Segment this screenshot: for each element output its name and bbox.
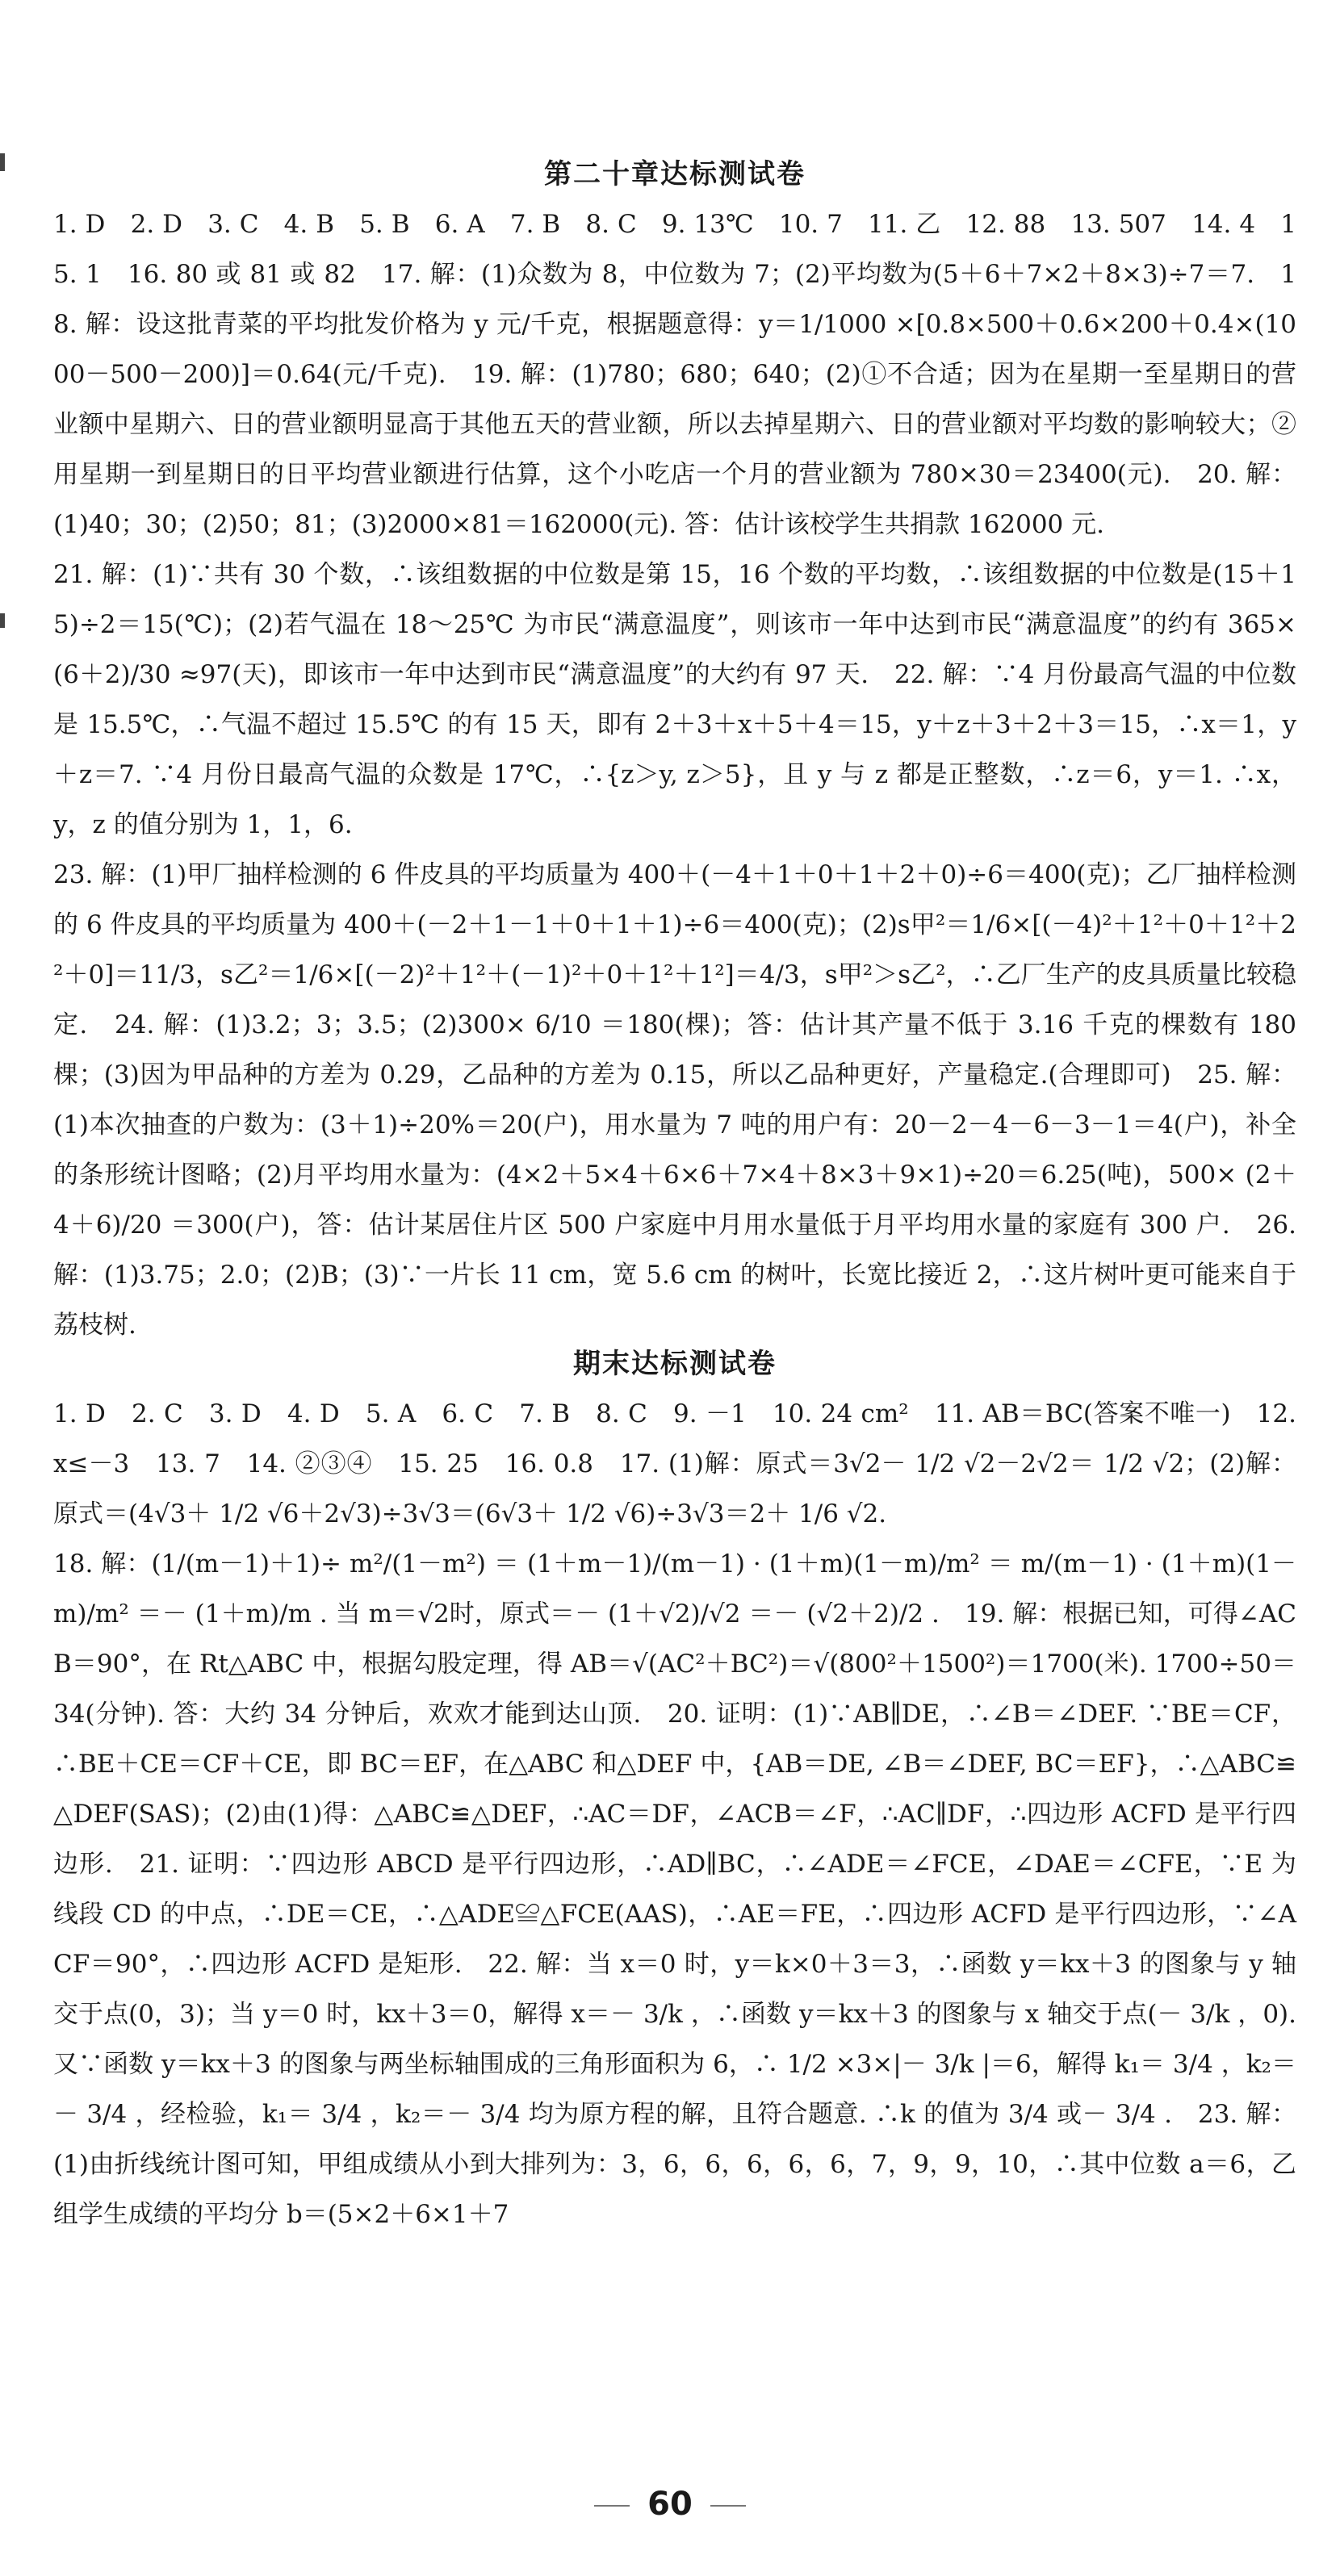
page-number-left-dash bbox=[594, 2505, 630, 2507]
section-title: 第二十章达标测试卷 bbox=[544, 158, 806, 190]
answer-paragraph: 1. D 2. C 3. D 4. D 5. A 6. C 7. B 8. C 9. －1 10. 24 cm² 11. AB＝BC(答案不唯一) 12. x≤－3 13. 7 14. ②③④ 15. 25 16. 0.8 17. (1)解：原式＝3√2－ 1/2 √2－2√2＝ 1/2 √2；(2)解：原式＝(4√3＋ 1/2 √6＋2√3)÷3√3＝(6√3＋ 1/2 √6)÷3√3＝2＋ 1/6 √2. bbox=[53, 1399, 1296, 1528]
section-title: 期末达标测试卷 bbox=[573, 1348, 777, 1380]
final-exam-answers bbox=[53, 1341, 1296, 2239]
answer-paragraph: 1. D 2. D 3. C 4. B 5. B 6. A 7. B 8. C 9. 13℃ 10. 7 11. 乙 12. 88 13. 507 14. 4 15. 1 16. 80 或 81 或 82 17. 解：(1)众数为 8，中位数为 7；(2)平均数为(5＋6＋7×2＋8×3)÷7＝7. 18. 解：设这批青菜的平均批发价格为 y 元/千克，根据题意得：y＝1/1000 ×[0.8×500＋0.6×200＋0.4×(1000－500－200)]＝0.64(元/千克). 19. 解：(1)780；680；640；(2)①不合适；因为在星期一至星期日的营业额中星期六、日的营业额明显高于其他五天的营业额，所以去掉星期六、日的营业额对平均数的影响较大；②用星期一到星期日的日平均营业额进行估算，这个小吃店一个月的营业额为 780×30＝23400(元). 20. 解：(1)40；30；(2)50；81；(3)2000×81＝162000(元). 答：估计该校学生共捐款 162000 元. bbox=[53, 210, 1296, 539]
binding-edge-mark bbox=[0, 613, 5, 628]
chapter-20-test-answers bbox=[53, 152, 1296, 1350]
answer-paragraph: 23. 解：(1)甲厂抽样检测的 6 件皮具的平均质量为 400＋(－4＋1＋0＋1＋2＋0)÷6＝400(克)；乙厂抽样检测的 6 件皮具的平均质量为 400＋(－2＋1－1＋0＋1＋1)÷6＝400(克)；(2)s甲²＝1/6×[(－4)²＋1²＋0＋1²＋2²＋0]＝11/3，s乙²＝1/6×[(－2)²＋1²＋(－1)²＋0＋1²＋1²]＝4/3，s甲²＞s乙²，∴乙厂生产的皮具质量比较稳定. 24. 解：(1)3.2；3；3.5；(2)300× 6/10 ＝180(棵)；答：估计其产量不低于 3.16 千克的棵数有 180 棵；(3)因为甲品种的方差为 0.29，乙品种的方差为 0.15，所以乙品种更好，产量稳定.(合理即可) 25. 解：(1)本次抽查的户数为：(3＋1)÷20%＝20(户)，用水量为 7 吨的用户有：20－2－4－6－3－1＝4(户)，补全的条形统计图略；(2)月平均用水量为：(4×2＋5×4＋6×6＋7×4＋8×3＋9×1)÷20＝6.25(吨)，500× (2＋4＋6)/20 ＝300(户)，答：估计某居住片区 500 户家庭中月用水量低于月平均用水量的家庭有 300 户. 26. 解：(1)3.75；2.0；(2)B；(3)∵一片长 11 cm，宽 5.6 cm 的树叶，长宽比接近 2，∴这片树叶更可能来自于荔枝树. bbox=[53, 860, 1296, 1340]
binding-edge-mark bbox=[0, 153, 5, 171]
page-number bbox=[0, 2486, 1340, 2523]
page-number-right-dash bbox=[710, 2505, 746, 2507]
page-number-value: 60 bbox=[647, 2486, 693, 2523]
answer-paragraph: 18. 解：(1/(m－1)＋1)÷ m²/(1－m²) ＝ (1＋m－1)/(m－1) · (1＋m)(1－m)/m² ＝ m/(m－1) · (1＋m)(1－m)/m² ＝－ (1＋m)/m . 当 m＝√2时，原式＝－ (1＋√2)/√2 ＝－ (√2＋2)/2 . 19. 解：根据已知，可得∠ACB＝90°，在 Rt△ABC 中，根据勾股定理，得 AB＝√(AC²＋BC²)＝√(800²＋1500²)＝1700(米). 1700÷50＝34(分钟). 答：大约 34 分钟后，欢欢才能到达山顶. 20. 证明：(1)∵AB∥DE，∴∠B＝∠DEF. ∵BE＝CF，∴BE＋CE＝CF＋CE，即 BC＝EF，在△ABC 和△DEF 中，{AB＝DE, ∠B＝∠DEF, BC＝EF}，∴△ABC≌△DEF(SAS)；(2)由(1)得：△ABC≌△DEF，∴AC＝DF，∠ACB＝∠F，∴AC∥DF，∴四边形 ACFD 是平行四边形. 21. 证明：∵四边形 ABCD 是平行四边形，∴AD∥BC，∴∠ADE＝∠FCE，∠DAE＝∠CFE，∵E 为线段 CD 的中点，∴DE＝CE，∴△ADE≌△FCE(AAS)，∴AE＝FE，∴四边形 ACFD 是平行四边形，∵∠ACF＝90°，∴四边形 ACFD 是矩形. 22. 解：当 x＝0 时，y＝k×0＋3＝3，∴函数 y＝kx＋3 的图象与 y 轴交于点(0，3)；当 y＝0 时，kx＋3＝0，解得 x＝－ 3/k ，∴函数 y＝kx＋3 的图象与 x 轴交于点(－ 3/k ，0). 又∵函数 y＝kx＋3 的图象与两坐标轴围成的三角形面积为 6，∴ 1/2 ×3×|－ 3/k |＝6，解得 k₁＝ 3/4 ，k₂＝－ 3/4 ，经检验，k₁＝ 3/4 ，k₂＝－ 3/4 均为原方程的解，且符合题意. ∴k 的值为 3/4 或－ 3/4 . 23. 解：(1)由折线统计图可知，甲组成绩从小到大排列为：3，6，6，6，6，6，7，9，9，10，∴其中位数 a＝6，乙组学生成绩的平均分 b＝(5×2＋6×1＋7 bbox=[53, 1549, 1296, 2229]
answer-paragraph: 21. 解：(1)∵共有 30 个数，∴该组数据的中位数是第 15，16 个数的平均数，∴该组数据的中位数是(15＋15)÷2＝15(℃)；(2)若气温在 18～25℃ 为市民“满意温度”，则该市一年中达到市民“满意温度”的约有 365× (6＋2)/30 ≈97(天)，即该市一年中达到市民“满意温度”的大约有 97 天. 22. 解：∵4 月份最高气温的中位数是 15.5℃，∴气温不超过 15.5℃ 的有 15 天，即有 2＋3＋x＋5＋4＝15，y＋z＋3＋2＋3＝15，∴x＝1，y＋z＝7. ∵4 月份日最高气温的众数是 17℃，∴{z＞y, z＞5}，且 y 与 z 都是正整数，∴z＝6，y＝1. ∴x，y，z 的值分别为 1，1，6. bbox=[53, 560, 1296, 839]
